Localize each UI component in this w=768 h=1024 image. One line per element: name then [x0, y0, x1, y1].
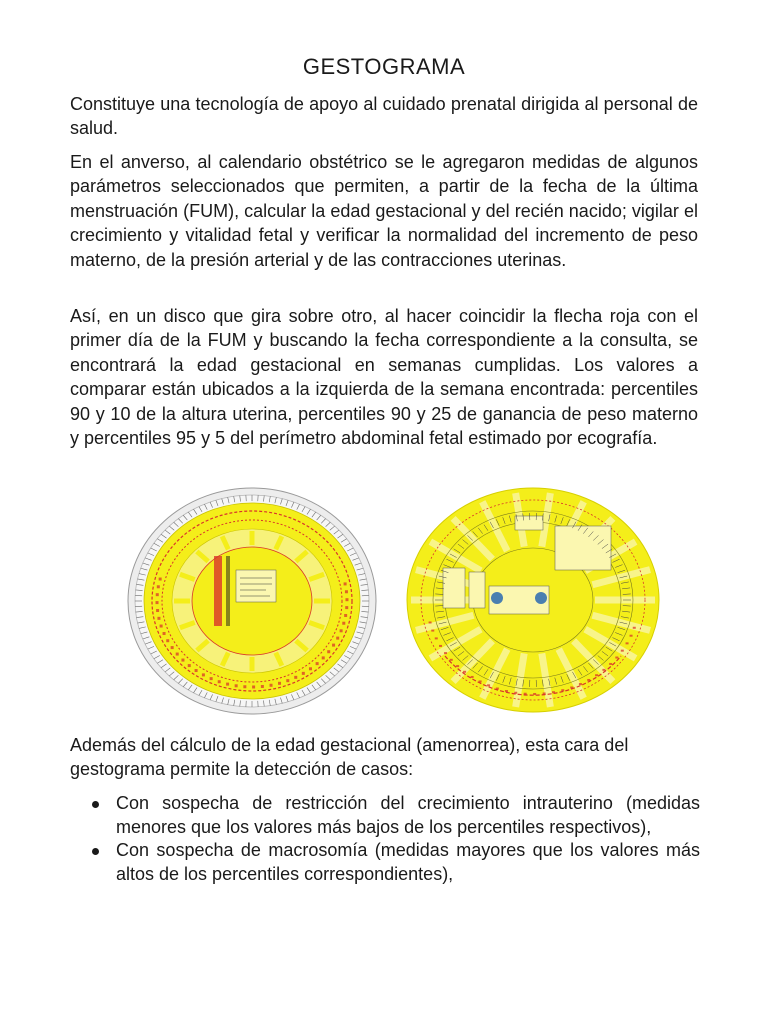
- list-item: [88, 792, 700, 839]
- gestogram-figure: [0, 486, 768, 716]
- gestogram-disc-back: [405, 486, 661, 714]
- detection-list: [88, 792, 700, 886]
- paragraph-disco: Así, en un disco que gira sobre otro, al hacer coincidir la flecha roja con el primer día de la FUM y buscando la fecha correspondiente a la consulta, se encontrará la edad gestacional en semanas cumplidas. Los valores a comparar están ubicados a la izquierda de la semana encontrada: percentiles 90 y 10 de la altura uterina, percentiles 90 y 25 de ganancia de peso materno y percentiles 95 y 5 del perímetro abdominal fetal estimado por ecografía.: [70, 306, 698, 449]
- paragraph-deteccion: Además del cálculo de la edad gestacional (amenorrea), esta cara del gestograma permite la detección de casos:: [70, 735, 629, 780]
- list-item: [88, 839, 700, 886]
- paragraph-intro: Constituye una tecnología de apoyo al cuidado prenatal dirigida al personal de salud.: [70, 94, 698, 139]
- bullet-icon: [92, 801, 99, 808]
- bullet-icon: [92, 848, 99, 855]
- page-title: GESTOGRAMA: [302, 54, 466, 79]
- list-item-text: Con sospecha de macrosomía (medidas mayores que los valores más altos de los percentiles correspondientes),: [116, 840, 700, 884]
- list-item-text: Con sospecha de restricción del crecimiento intrauterino (medidas menores que los valores más bajos de los percentiles respectivos),: [116, 793, 700, 837]
- paragraph-anverso: En el anverso, al calendario obstétrico se le agregaron medidas de algunos parámetros seleccionados que permiten, a partir de la fecha de la última menstruación (FUM), calcular la edad gestacional y del recién nacido; vigilar el crecimiento y vitalidad fetal y verificar la normalidad del incremento de peso materno, de la presión arterial y de las contracciones uterinas.: [70, 152, 698, 270]
- gestogram-disc-front: [126, 486, 378, 716]
